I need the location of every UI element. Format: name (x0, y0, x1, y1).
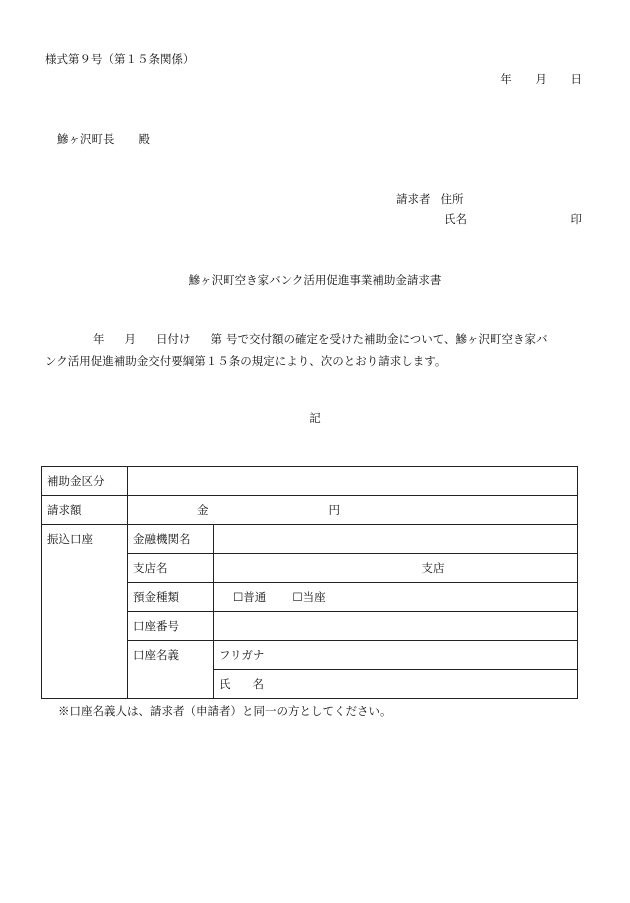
claim-table (41, 466, 578, 699)
body-text (45, 328, 585, 372)
seal-mark: 印 (570, 212, 582, 226)
body-line-1 (45, 328, 585, 350)
footnote: ※口座名義人は、請求者（申請者）と同一の方としてください。 (58, 704, 392, 718)
amount-field[interactable] (128, 496, 578, 525)
furigana-field[interactable] (214, 641, 578, 670)
date-month: 月 (535, 72, 547, 86)
body-line-2: ンク活用促進補助金交付要綱第１５条の規定により、次のとおり請求します。 (45, 354, 447, 368)
account-label: 振込口座 (42, 525, 128, 699)
holder-given-label: 名 (252, 677, 264, 691)
body-line-1-rest: 号で交付額の確定を受けた補助金について、鰺ヶ沢町空き家バ (226, 332, 548, 346)
deposit-current-checkbox[interactable]: ☐当座 (292, 590, 326, 604)
branch-label: 支店名 (128, 554, 214, 583)
document-title: 鰺ヶ沢町空き家バンク活用促進事業補助金請求書 (188, 273, 442, 287)
amount-suffix: 円 (328, 503, 340, 517)
claimant-label: 請求者 (396, 192, 431, 206)
body-month: 月 (124, 332, 136, 346)
deposit-ordinary-checkbox[interactable]: ☐普通 (233, 590, 267, 604)
amount-label: 請求額 (42, 496, 128, 525)
addressee-honorific: 殿 (138, 132, 150, 146)
bank-field[interactable] (214, 525, 578, 554)
addressee (57, 131, 150, 147)
date-day: 日 (570, 72, 582, 86)
furigana-label: フリガナ (219, 648, 265, 662)
deposit-label: 預金種類 (128, 583, 214, 612)
claimant-name-label: 氏名 (444, 212, 467, 226)
row-bank (42, 525, 578, 554)
bank-label: 金融機関名 (128, 525, 214, 554)
branch-field[interactable] (214, 554, 578, 583)
addressee-name: 鰺ヶ沢町長 (57, 132, 115, 146)
account-no-label: 口座番号 (128, 612, 214, 641)
ki-heading: 記 (309, 411, 321, 425)
holder-label: 口座名義 (128, 641, 214, 699)
form-number: 様式第９号（第１５条関係） (45, 52, 195, 66)
claimant-address-line (396, 191, 464, 207)
deposit-field (214, 583, 578, 612)
claimant-address-label: 住所 (440, 192, 464, 206)
branch-suffix: 支店 (421, 561, 445, 575)
body-dated: 日付け (156, 332, 191, 346)
category-label: 補助金区分 (42, 467, 128, 496)
body-year: 年 (93, 332, 105, 346)
row-category (42, 467, 578, 496)
body-no-prefix: 第 (210, 332, 222, 346)
date-line (480, 71, 582, 87)
account-no-field[interactable] (214, 612, 578, 641)
category-field[interactable] (128, 467, 578, 496)
holder-name-field[interactable] (214, 670, 578, 699)
amount-prefix: 金 (197, 503, 209, 517)
date-year: 年 (500, 72, 512, 86)
holder-family-label: 氏 (219, 677, 231, 691)
row-amount (42, 496, 578, 525)
